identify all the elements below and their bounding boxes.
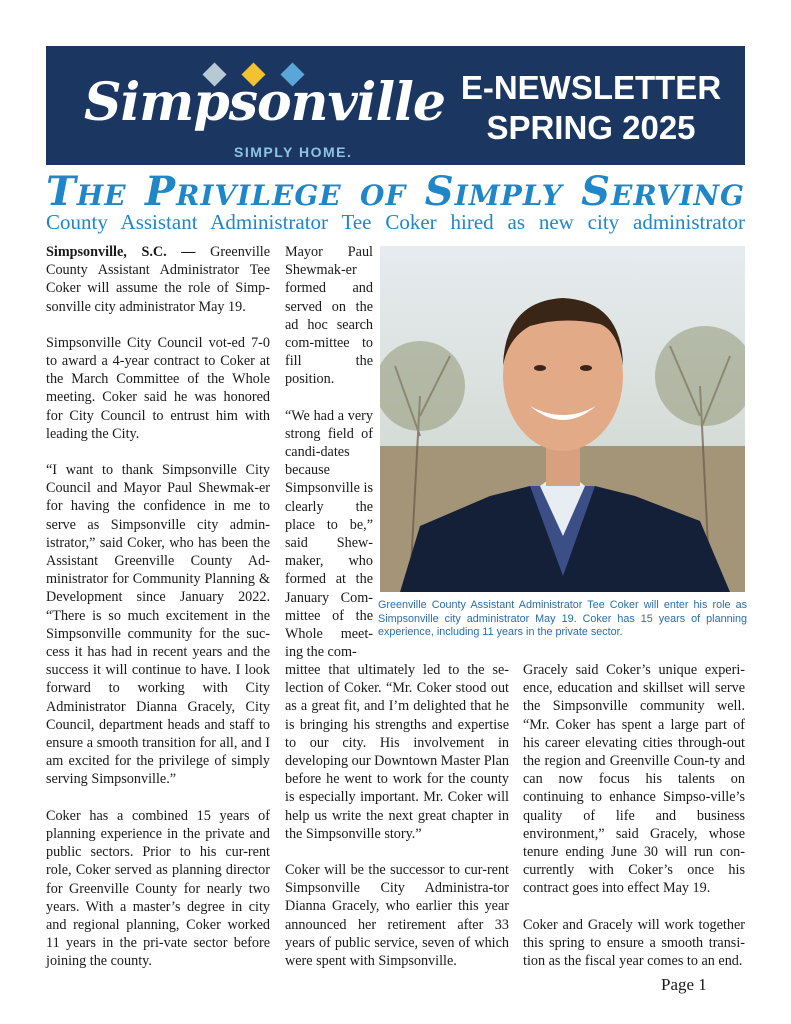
paragraph: Gracely said Coker’s unique experi-ence, education and skillset will serve the Simpsonville community well. “Mr. Coker has spent a large part of his career elevating cities through-out the region and Greenville Coun-ty and can now focus his talents on continuing to enhance Simpso-ville’s quality of life and business environment,” said Gracely, whose tenure ending June 30 will run con-currently with Coker’s once his contract goes into effect May 19. <box>523 662 745 897</box>
newsletter-issue: SPRING 2025 <box>486 109 696 146</box>
headline-word: The <box>46 168 127 215</box>
article-subhead: County Assistant Administrator Tee Coker hired as new city administrator <box>46 210 745 234</box>
dateline: Simpsonville, S.C. — <box>46 244 196 260</box>
paragraph: Coker has a combined 15 years of planning experience in the private and public sectors. Prior to his cur-rent role, Coker served as planning director for Greenville County for nearly two years. With a master’s degree in city and regional planning, Coker worked 11 years in the pri-vate sector before joining the county. <box>46 807 270 970</box>
newsletter-title-line1: E-NEWSLETTER <box>460 69 722 106</box>
headline-word: Serving <box>581 168 745 215</box>
article-column-3 <box>523 661 745 988</box>
headline-word: of <box>360 168 407 215</box>
photo-caption: Greenville County Assistant Administrator Tee Coker will enter his role as Simpsonville city administrator May 19. Coker has 15 years of planning experience, including 11 years in the private sector. <box>378 599 747 638</box>
portrait-image <box>380 246 745 592</box>
logo-wordmark: Simpsonville <box>84 72 446 133</box>
article-column-1 <box>46 243 270 989</box>
paragraph: Mayor Paul Shewmak-er formed and served on the ad hoc search com-mittee to fill the position. <box>285 244 373 388</box>
article-column-2-narrow <box>285 243 373 661</box>
headline-word: Simply <box>424 168 563 215</box>
paragraph-text: Greenville County Assistant Administrator Tee Coker will assume the role of Simp-sonville city administrator May 19. <box>46 244 271 315</box>
newsletter-banner <box>46 46 745 165</box>
paragraph: “We had a very strong field of candi-dates because Simpsonville is clearly the place to be,” said Shew-maker, who formed at the January Com-mittee of the Whole meet-ing the com- <box>285 407 373 661</box>
headline-word: Privilege <box>145 168 342 215</box>
paragraph <box>46 243 270 316</box>
paragraph: Coker and Gracely will work together this spring to ensure a smooth transi-tion as the fiscal year comes to an end. <box>523 916 745 970</box>
paragraph: mittee that ultimately led to the se-lection of Coker. “Mr. Coker stood out as a great fit, and I’m delighted that he is bringing his strengths and expertise to our city. His involvement in developing our Downtown Master Plan before he went to work for the county is especially important. Mr. Coker will help us write the next great chapter in the Simpsonville story.” <box>285 662 509 842</box>
coker-photo <box>380 246 745 592</box>
newsletter-title <box>446 68 736 148</box>
paragraph: Simpsonville City Council vot-ed 7-0 to award a 4-year contract to Coker at the March Committee of the Whole meeting. Coker said he was honored for City Council to entrust him with leading the City. <box>46 334 270 442</box>
article-headline <box>46 168 745 215</box>
paragraph: “I want to thank Simpsonville City Council and Mayor Paul Shewmak-er for having the confidence in me to serve as Simpsonville city admin-istrator,” said Coker, who has been the Assistant Greenville County Ad-ministrator for Community Planning & Development since January 2022. “There is so much excitement in the Simpsonville community for the suc-cess it has had in recent years and the success it will continue to have. I look forward to working with City Administrator Dianna Gracely, City Council, department heads and staff to ensure a smooth transition for all, and I am excited for the privilege of simply serving Simpsonville.” <box>46 462 270 788</box>
article-column-2-wide <box>285 661 509 988</box>
page-number: Page 1 <box>661 975 707 994</box>
simpsonville-logo <box>84 56 446 160</box>
paragraph: Coker will be the successor to cur-rent Simpsonville City Administra-tor Dianna Gracely, who earlier this year announced her retirement after 33 years of public service, seven of which were spent with Simpsonville. <box>285 862 509 970</box>
logo-tagline: SIMPLY HOME. <box>234 144 353 160</box>
